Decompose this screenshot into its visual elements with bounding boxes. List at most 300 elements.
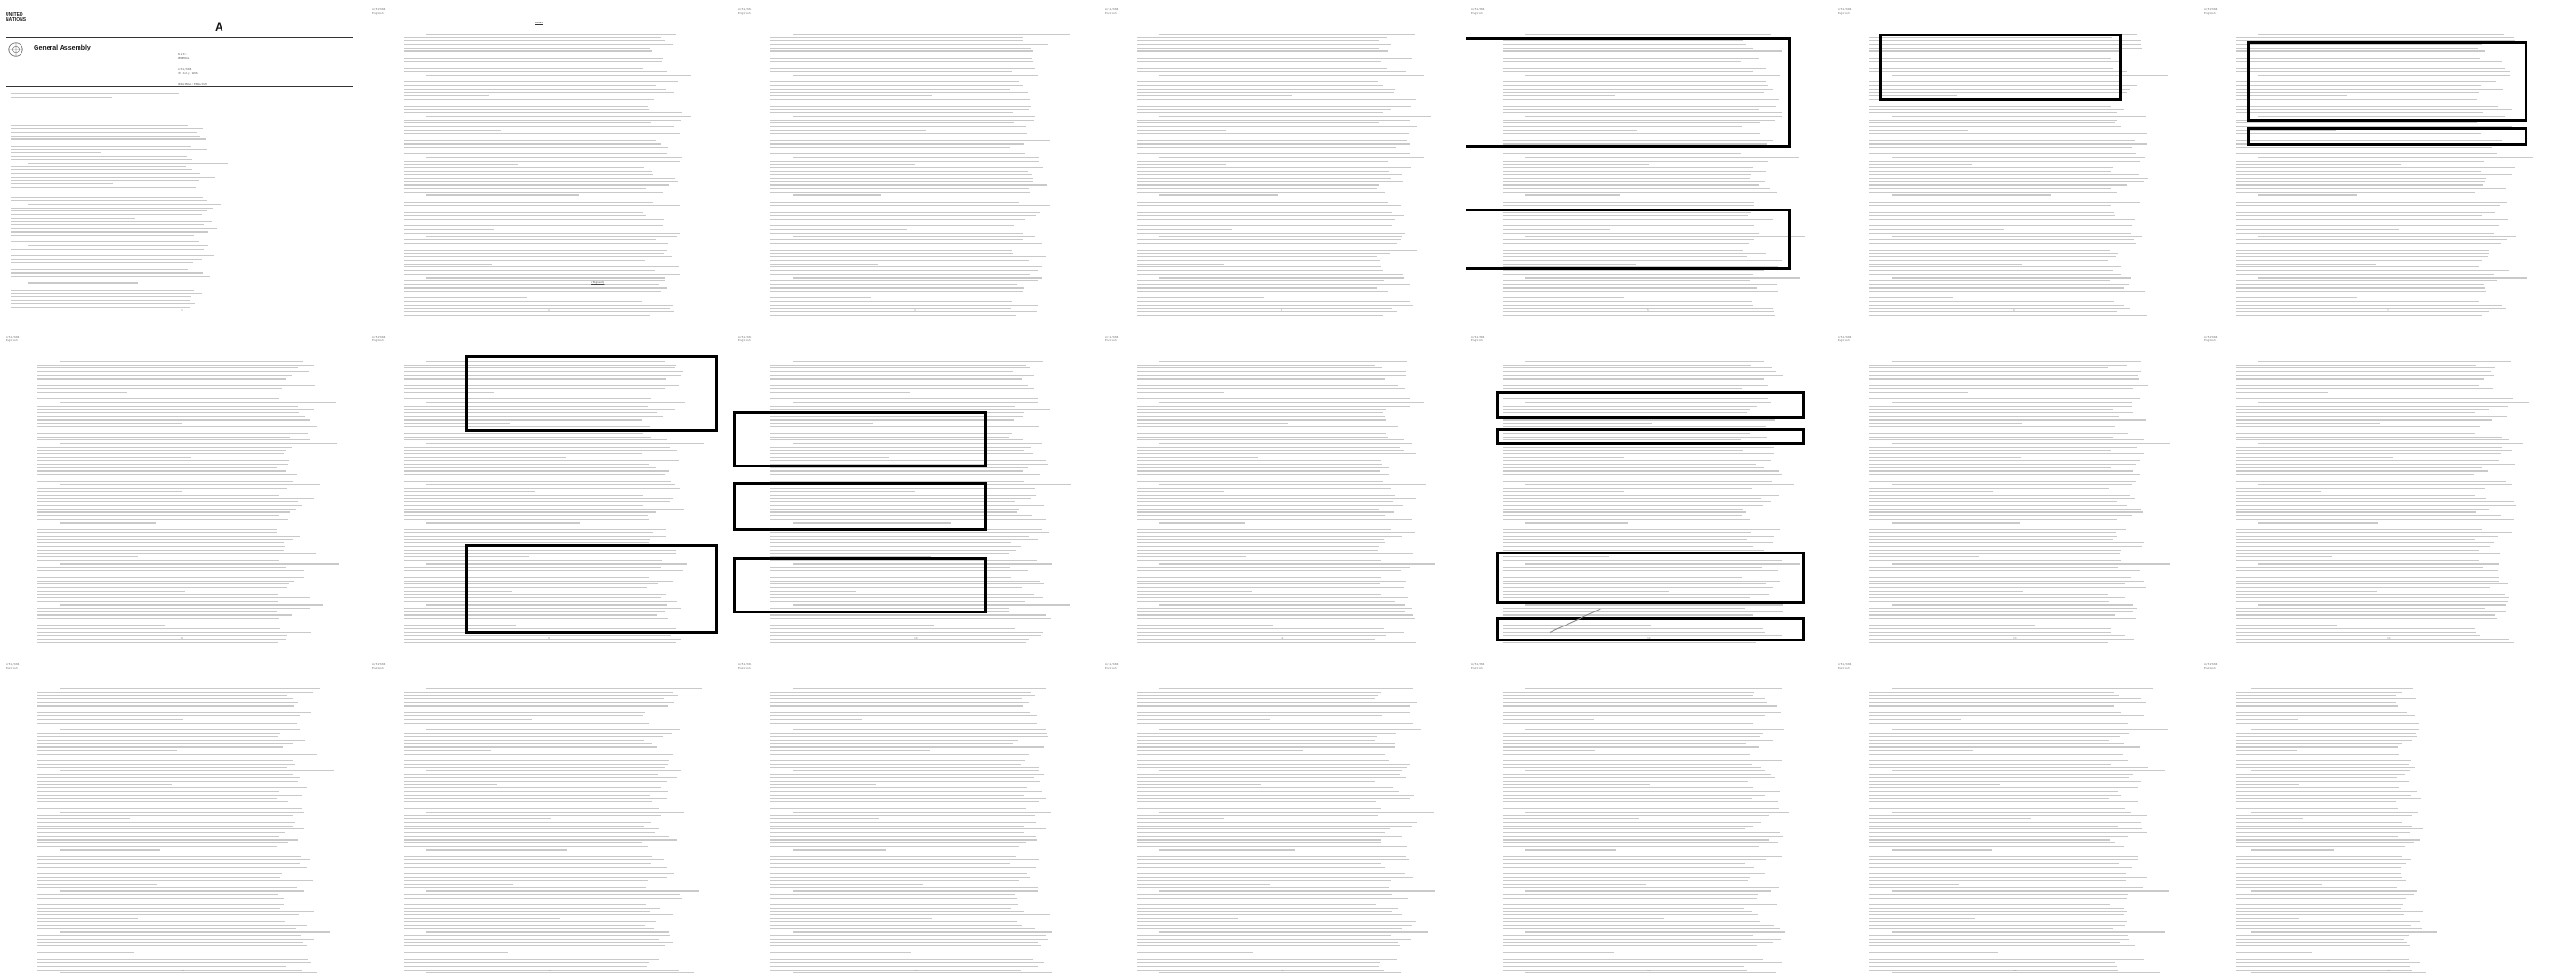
text-line [37,784,172,785]
text-line [1869,529,2126,530]
text-line [37,481,293,482]
text-line [1137,112,1383,113]
text-line [28,245,209,246]
text-line [2236,614,2495,615]
text-line [770,550,1016,551]
text-line [1503,467,1764,468]
text-line [1137,161,1388,162]
text-line [1137,392,1224,393]
text-line [1892,688,2153,689]
text-line [1137,95,1292,96]
text-line [770,112,1013,113]
text-line [2236,122,2477,123]
text-line [1137,836,1402,837]
text-line [404,95,489,96]
text-line [404,106,648,107]
text-line [1503,311,1774,312]
text-line [28,282,139,283]
text-line [11,235,194,236]
text-line [404,873,674,874]
text-line [770,736,1048,737]
text-line [1137,450,1404,451]
text-line [1503,880,1748,881]
text-line [1869,274,2121,275]
text-line [1869,842,2115,843]
text-line [404,133,680,134]
text-line [1503,385,1768,386]
text-line [2236,815,2412,816]
text-line [1869,225,2132,226]
text-line [1137,505,1403,506]
text-line [1137,495,1395,496]
text-line [1503,918,1664,919]
page-number: 2 [548,309,550,312]
text-line [770,632,1043,633]
text-line [404,140,656,141]
text-line [404,126,674,127]
text-line [1503,928,1780,929]
text-line [1137,398,1410,399]
text-line [1869,608,2137,609]
text-line [404,450,677,451]
text-line [2236,880,2406,881]
text-line [2236,178,2486,179]
text-line [426,812,684,813]
text-line [1137,556,1246,557]
highlight-box [733,557,987,613]
text-line [1869,106,2111,107]
text-line [1159,849,1295,850]
text-line [1869,625,2035,626]
text-line [1503,371,1776,372]
text-line [404,439,667,440]
text-line [2236,270,2509,271]
text-line [1869,184,2127,185]
text-line [770,178,1033,179]
text-line [2236,546,2490,547]
text-line [2236,378,2484,379]
text-line [2236,536,2498,537]
text-line [1137,777,1406,778]
text-line [1137,746,1395,747]
text-line [404,266,679,267]
text-line [1503,550,1764,551]
text-line [404,233,680,234]
text-line [1869,219,2135,220]
text-line [1137,887,1389,888]
text-line [2236,225,2499,226]
text-line [1869,375,2138,376]
text-line [1869,935,2128,936]
text-line [793,34,1070,35]
text-line [1159,277,1404,278]
text-line [770,642,1026,643]
text-line [770,746,1044,747]
text-line [1869,594,2108,595]
text-line [1503,375,1783,376]
text-line [770,959,1033,960]
text-line [2236,826,2412,827]
text-line [2236,935,2409,936]
text-line [2236,908,2401,909]
text-line [793,402,1038,403]
text-line [1159,729,1421,730]
text-line [770,126,1026,127]
text-line [404,174,653,175]
text-line [1869,867,2132,868]
text-line [1137,233,1405,234]
text-line [770,842,1026,843]
text-line [2236,250,2489,251]
page-header: A/51/604 English [2204,335,2218,342]
text-line [2236,192,2475,193]
text-line [1503,945,1757,946]
text-line [770,898,1017,899]
text-line [37,962,311,963]
page-number: 14 [2387,636,2391,640]
text-line [60,890,304,891]
text-line [793,194,881,195]
text-line [1503,519,1750,520]
text-line [404,315,650,316]
text-line [1503,171,1766,172]
text-line [770,140,1050,141]
text-line [1503,611,1783,612]
text-line [2251,812,2418,813]
text-line [11,132,197,133]
text-line [1869,784,2000,785]
text-line [37,591,185,592]
text-line [11,125,188,126]
text-line [1869,433,2128,434]
text-line [1869,908,2124,909]
text-line [11,307,190,308]
text-line [1892,277,2131,278]
text-line [2236,818,2303,819]
text-line [37,542,284,543]
text-line [1525,729,1784,730]
text-line [2236,904,2403,905]
text-line [1869,723,2128,724]
text-line [1137,822,1417,823]
text-line [1137,867,1385,868]
document-page-11 [1099,327,1462,645]
text-line [37,898,284,899]
text-line [1137,618,1415,619]
text-line [2236,856,2402,857]
text-line [1869,371,2141,372]
text-line [1869,532,2116,533]
text-line [1503,898,1757,899]
text-line [404,460,679,461]
text-line [37,921,285,922]
body-text [1137,361,1417,645]
text-line [2236,784,2299,785]
text-line [1503,839,1769,840]
text-line [1892,972,2160,973]
text-line [770,774,1044,775]
text-line [2236,597,2509,598]
body-text [1869,688,2150,976]
text-line [1503,388,1742,389]
text-line [2236,914,2404,915]
text-line [37,908,280,909]
text-line [1137,705,1410,706]
page-header: A/51/604 English [1471,335,1485,342]
text-line [37,832,285,833]
text-line [1869,140,2135,141]
text-line [37,570,304,571]
page-header: A/51/604 English [1838,335,1852,342]
highlight-box [1466,209,1791,270]
text-line [1503,505,1763,506]
text-line [1503,795,1765,796]
text-line [770,542,1011,543]
text-line [2236,925,2411,926]
text-line [1159,563,1435,564]
text-line [770,229,907,230]
text-line [37,553,316,554]
text-line [404,122,651,123]
text-line [1869,464,2136,465]
text-line [2236,928,2422,929]
text-line [426,890,699,891]
text-line [1869,291,2145,292]
text-line [2236,842,2414,843]
text-line [1869,178,2148,179]
text-line [37,498,314,499]
text-line [2236,939,2404,940]
text-line [404,966,647,967]
text-line [2236,723,2419,724]
text-line [1892,563,2170,564]
highlight-box [465,355,718,432]
document-page-16 [366,654,729,978]
text-line [1137,959,1397,960]
text-line [1503,308,1773,309]
text-line [1525,890,1771,891]
text-line [770,856,1016,857]
text-line [37,867,307,868]
text-line [404,153,667,154]
document-page-19 [1466,654,1828,978]
text-line [2236,447,2502,448]
text-line [2236,426,2480,427]
text-line [404,774,658,775]
text-line [1137,205,1401,206]
text-line [1892,194,2051,195]
text-line [1869,515,2132,516]
text-line [1137,50,1388,51]
text-line [1503,447,1774,448]
text-line [1869,260,2108,261]
text-line [1159,890,1435,891]
text-line [1137,877,1413,878]
text-line [2236,715,2415,716]
text-line [770,61,1033,62]
text-line [1137,536,1402,537]
text-line [1869,839,2110,840]
text-line [1503,925,1774,926]
text-line [1503,698,1765,699]
text-line [1503,815,1769,816]
text-line [1137,297,1264,298]
text-line [2258,604,2506,605]
text-line [1503,536,1774,537]
text-line [404,167,644,168]
text-line [2236,570,2498,571]
text-line [770,188,1029,189]
text-line [404,842,642,843]
text-line [1137,692,1381,693]
text-line [1137,509,1379,510]
text-line [404,464,649,465]
text-line [1869,264,2022,265]
text-line [1869,367,2108,368]
text-line [404,532,653,533]
text-line [37,873,282,874]
page-header: A/51/604 English [6,662,20,669]
text-line [770,44,1048,45]
page-number: 17 [914,969,918,972]
text-line [1159,931,1428,932]
text-line [2236,367,2495,368]
text-line [1137,801,1376,802]
text-line [770,89,1010,90]
text-line [770,37,1023,38]
text-line [1137,587,1404,588]
annex-heading: Annex [535,21,544,24]
text-line [1503,959,1763,960]
text-line [1869,873,2126,874]
text-line [37,712,311,713]
text-line [1137,597,1408,598]
text-line [1137,918,1238,919]
text-line [2236,409,2489,410]
text-line [404,71,667,72]
text-line [1503,740,1773,741]
text-line [1869,887,2143,888]
text-line [37,877,280,878]
text-line [37,618,279,619]
text-line [1137,550,1378,551]
text-line [404,970,679,971]
text-line [37,628,280,629]
text-line [1869,378,2139,379]
document-page-1 [0,0,363,318]
text-line [404,784,497,785]
text-line [404,822,651,823]
text-line [2236,911,2423,912]
text-line [1137,215,1404,216]
text-line [1869,481,2136,482]
text-line [2236,202,2507,203]
text-line [37,764,295,765]
document-page-9 [366,327,729,645]
text-line [1503,746,1759,747]
document-page-7 [2198,0,2576,318]
text-line [770,143,1024,144]
document-page-2 [366,0,729,318]
page-number: 1 [181,309,183,312]
text-line [404,457,566,458]
text-line [37,601,278,602]
text-line [2236,867,2401,868]
text-line [1869,233,2131,234]
text-line [11,272,203,273]
text-line [404,692,673,693]
text-line [2236,305,2502,306]
text-line [770,212,1040,213]
text-line [1137,58,1412,59]
text-line [404,50,652,51]
text-line [770,284,1017,285]
text-line [770,614,1046,615]
text-line [1137,385,1398,386]
text-line [1137,264,1224,265]
text-line [1869,815,2147,816]
text-line [1503,315,1775,316]
text-line [1869,695,2119,696]
text-line [1137,164,1226,165]
signature: (Signed) [591,280,605,284]
text-line [1137,591,1252,592]
body-name: General Assembly [34,45,91,51]
text-line [2236,556,2332,557]
text-line [1137,253,1390,254]
text-line [2236,181,2485,182]
text-line [1869,188,2111,189]
text-line [2251,770,2410,771]
text-line [11,300,190,301]
text-line [1137,546,1379,547]
text-line [404,437,651,438]
text-line [1503,856,1782,857]
text-line [1503,184,1759,185]
text-line [1503,867,1754,868]
text-line [770,297,871,298]
page-number: 7 [2387,309,2389,312]
text-line [1869,970,2118,971]
text-line [1137,743,1395,744]
text-line [1137,61,1381,62]
text-line [1869,904,2110,905]
text-line [37,594,278,595]
text-line [1503,426,1766,427]
text-line [404,639,681,640]
text-line [1503,787,1753,788]
text-line [1869,884,1959,885]
page-header: A/51/604 English [372,335,386,342]
text-line [11,296,191,297]
text-line [404,635,671,636]
text-line [770,625,934,626]
top-rule [6,37,353,38]
text-line [1137,894,1392,895]
text-line [404,253,664,254]
text-line [1137,733,1396,734]
text-line [1892,770,2165,771]
text-line [404,297,527,298]
text-line [426,770,681,771]
text-line [1503,884,1646,885]
text-line [1503,784,1650,785]
text-line [11,138,206,139]
text-line [2236,795,2411,796]
text-line [1137,760,1389,761]
text-line [2236,959,2409,960]
text-line [2236,256,2488,257]
